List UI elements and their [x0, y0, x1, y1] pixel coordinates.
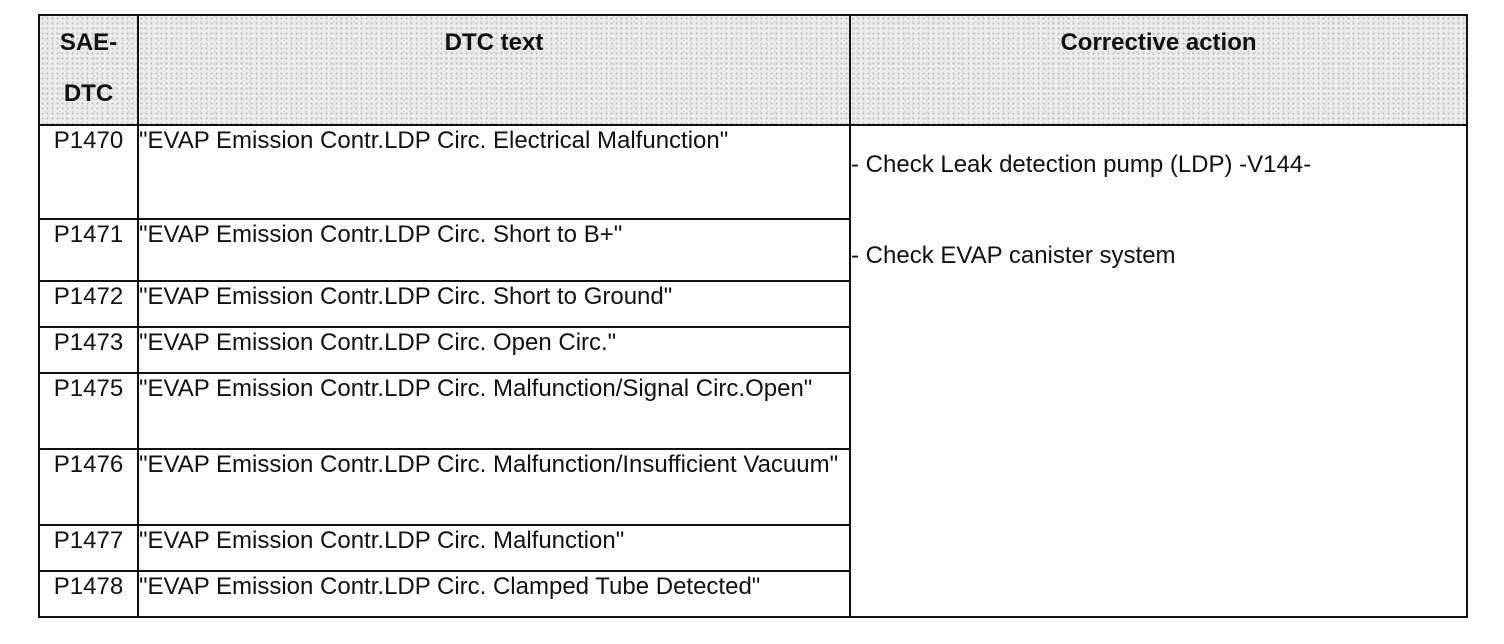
dtc-text: "EVAP Emission Contr.LDP Circ. Open Circ.": [138, 327, 850, 373]
dtc-code: P1477: [39, 525, 138, 571]
header-row: [39, 15, 1467, 125]
dtc-code: P1475: [39, 373, 138, 449]
dtc-text: "EVAP Emission Contr.LDP Circ. Short to Ground": [138, 281, 850, 327]
table-row: [39, 125, 1467, 219]
corrective-action-cell: [850, 125, 1467, 617]
dtc-code: P1472: [39, 281, 138, 327]
corrective-action-item: - Check EVAP canister system: [851, 242, 1176, 269]
dtc-text: "EVAP Emission Contr.LDP Circ. Short to B+": [138, 219, 850, 281]
dtc-text: "EVAP Emission Contr.LDP Circ. Clamped Tube Detected": [138, 571, 850, 617]
dtc-code: P1470: [39, 125, 138, 219]
dtc-code: P1478: [39, 571, 138, 617]
dtc-text: "EVAP Emission Contr.LDP Circ. Electrical Malfunction": [138, 125, 850, 219]
header-sae-line2: DTC: [63, 80, 114, 107]
header-dtc-text: DTC text: [138, 15, 850, 125]
dtc-code: P1476: [39, 449, 138, 525]
header-sae-line1: SAE-: [59, 29, 118, 56]
dtc-table: [38, 14, 1468, 618]
corrective-action-item: - Check Leak detection pump (LDP) -V144-: [851, 151, 1312, 178]
dtc-code: P1471: [39, 219, 138, 281]
header-corrective-action: Corrective action: [850, 15, 1467, 125]
dtc-text: "EVAP Emission Contr.LDP Circ. Malfunction": [138, 525, 850, 571]
header-sae-dtc: [39, 15, 138, 125]
dtc-text: "EVAP Emission Contr.LDP Circ. Malfunction/Insufficient Vacuum": [138, 449, 850, 525]
dtc-text: "EVAP Emission Contr.LDP Circ. Malfunction/Signal Circ.Open": [138, 373, 850, 449]
dtc-code: P1473: [39, 327, 138, 373]
